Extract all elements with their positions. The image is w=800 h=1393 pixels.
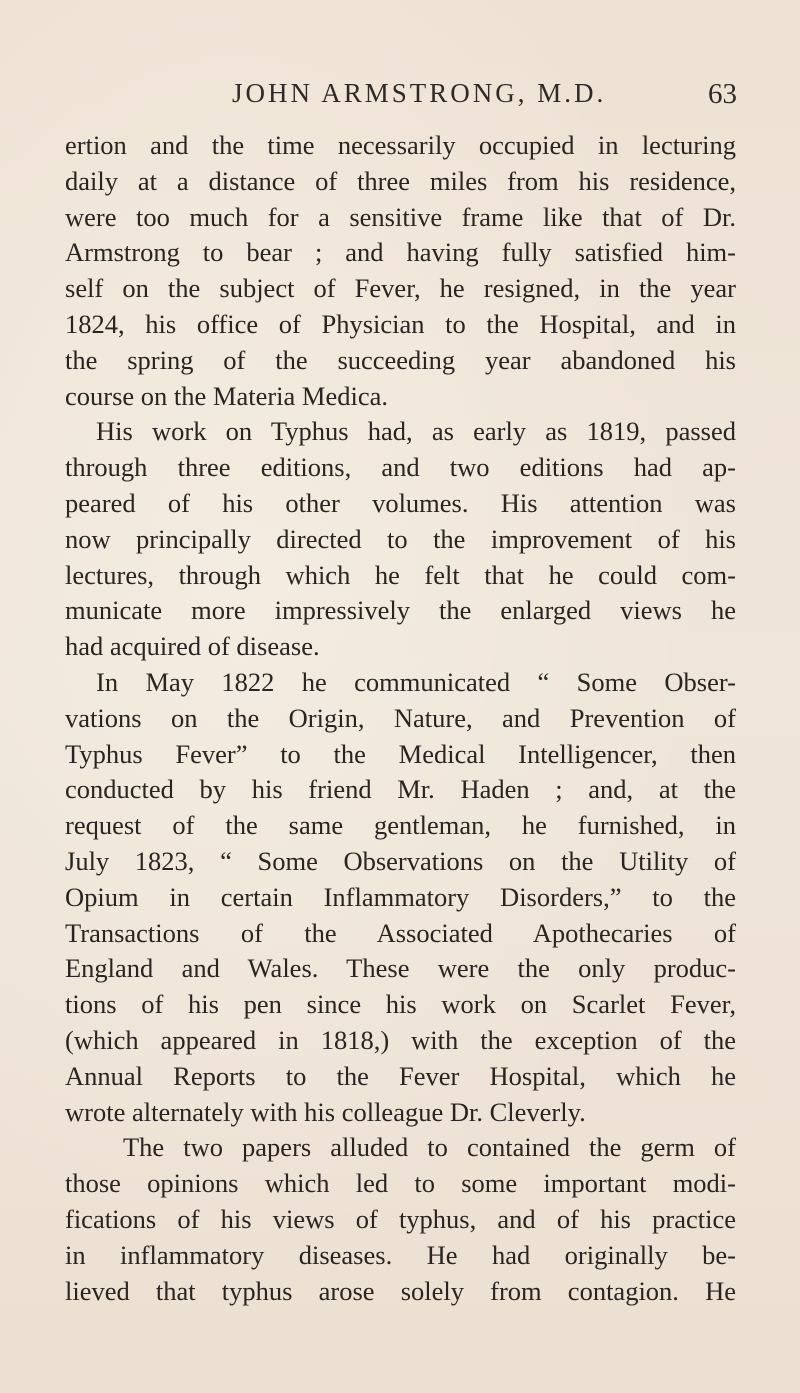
- text-line: daily at a distance of three miles from his residence,: [65, 165, 736, 196]
- text-line: In May 1822 he communicated “ Some Obser-: [96, 666, 736, 697]
- text-line: lectures, through which he felt that he could com-: [65, 559, 736, 590]
- text-line: in inflammatory diseases. He had originally be-: [65, 1239, 736, 1270]
- text-line: tions of his pen since his work on Scarlet Fever,: [65, 989, 736, 1020]
- text-line: those opinions which led to some important modi-: [65, 1168, 736, 1199]
- text-line: England and Wales. These were the only produc-: [65, 953, 736, 984]
- text-line: were too much for a sensitive frame like that of Dr.: [65, 201, 736, 232]
- text-line: the spring of the succeeding year abandoned his: [65, 344, 736, 375]
- text-line: fications of his views of typhus, and of his practice: [65, 1203, 736, 1234]
- text-line: His work on Typhus had, as early as 1819, passed: [96, 416, 736, 447]
- text-line: peared of his other volumes. His attention was: [65, 487, 736, 518]
- text-line: Armstrong to bear ; and having fully satisfied him-: [65, 237, 736, 268]
- text-line: now principally directed to the improvement of his: [65, 523, 736, 554]
- running-head: JOHN ARMSTRONG, M.D.: [232, 78, 607, 108]
- text-line: The two papers alluded to contained the germ of: [123, 1132, 736, 1163]
- text-line: through three editions, and two editions had ap-: [65, 452, 736, 483]
- text-line: wrote alternately with his colleague Dr. Cleverly.: [65, 1096, 586, 1127]
- text-line: ertion and the time necessarily occupied in lecturing: [65, 130, 736, 160]
- text-line: municate more impressively the enlarged views he: [65, 595, 736, 626]
- text-line: lieved that typhus arose solely from contagion. He: [65, 1275, 736, 1306]
- text-line: course on the Materia Medica.: [65, 380, 389, 411]
- text-line: (which appeared in 1818,) with the exception of the: [65, 1024, 736, 1055]
- page-number: 63: [708, 78, 737, 110]
- text-line: Typhus Fever” to the Medical Intelligencer, then: [65, 738, 736, 769]
- text-line: conducted by his friend Mr. Haden ; and, at the: [65, 774, 736, 805]
- text-line: had acquired of disease.: [65, 631, 320, 662]
- text-line: self on the subject of Fever, he resigned, in the year: [65, 273, 736, 304]
- text-line: Transactions of the Associated Apothecaries of: [65, 917, 736, 948]
- text-line: Annual Reports to the Fever Hospital, which he: [65, 1060, 736, 1091]
- text-line: July 1823, “ Some Observations on the Utility of: [65, 845, 736, 876]
- text-line: Opium in certain Inflammatory Disorders,” to the: [65, 881, 736, 912]
- text-line: request of the same gentleman, he furnished, in: [65, 810, 736, 841]
- text-line: 1824, his office of Physician to the Hospital, and in: [65, 308, 736, 339]
- body-text: [65, 128, 736, 1309]
- page-header: [0, 78, 800, 118]
- text-line: vations on the Origin, Nature, and Prevention of: [65, 702, 736, 733]
